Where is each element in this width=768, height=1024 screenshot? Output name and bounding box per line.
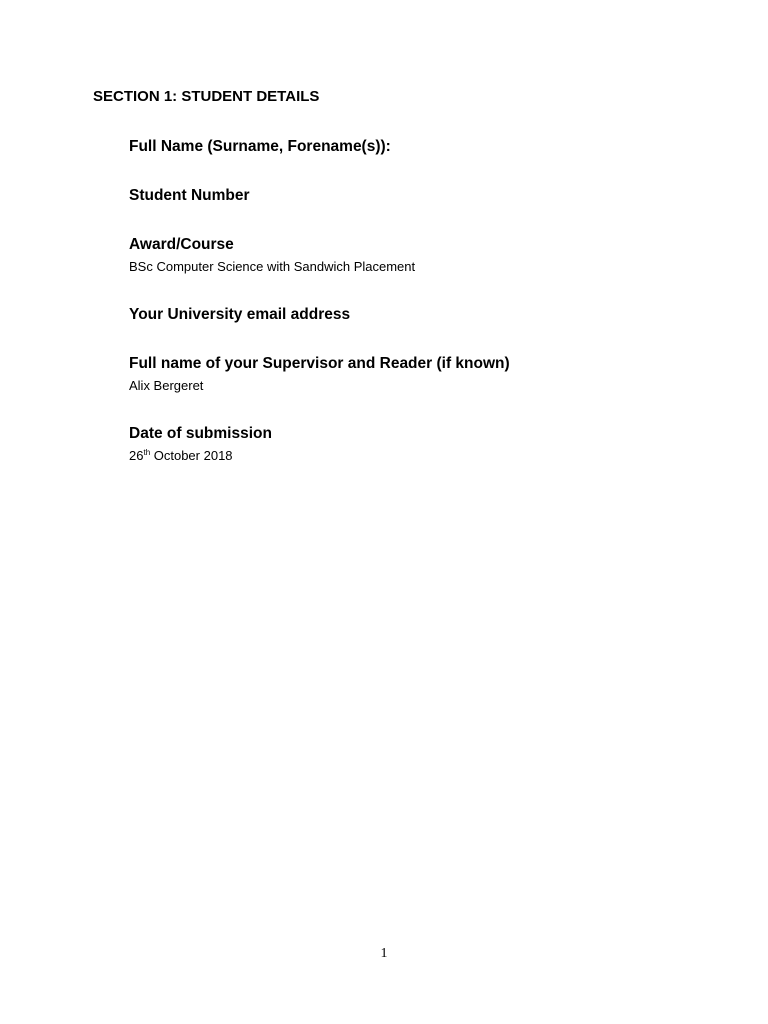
field-student-number: [129, 186, 250, 206]
submission-date-day: 26: [129, 448, 144, 463]
student-number-label: Student Number: [129, 187, 250, 204]
submission-date-label: Date of submission: [129, 425, 272, 442]
field-full-name: [129, 137, 391, 157]
field-email: [129, 305, 350, 325]
submission-date-rest: October 2018: [150, 448, 233, 463]
field-submission-date: [129, 424, 272, 464]
submission-date-value: [129, 447, 272, 464]
full-name-label: Full Name (Surname, Forename(s)):: [129, 138, 391, 155]
section-heading: SECTION 1: STUDENT DETAILS: [93, 88, 320, 105]
field-supervisor: [129, 354, 510, 394]
supervisor-label: Full name of your Supervisor and Reader (if known): [129, 355, 510, 372]
supervisor-value: Alix Bergeret: [129, 378, 204, 393]
page-number: 1: [380, 946, 388, 961]
email-label: Your University email address: [129, 306, 351, 323]
award-course-value: BSc Computer Science with Sandwich Placement: [129, 259, 416, 274]
field-award-course: [129, 235, 415, 275]
submission-date-day-suffix: th: [143, 448, 151, 457]
award-course-label: Award/Course: [129, 236, 234, 253]
